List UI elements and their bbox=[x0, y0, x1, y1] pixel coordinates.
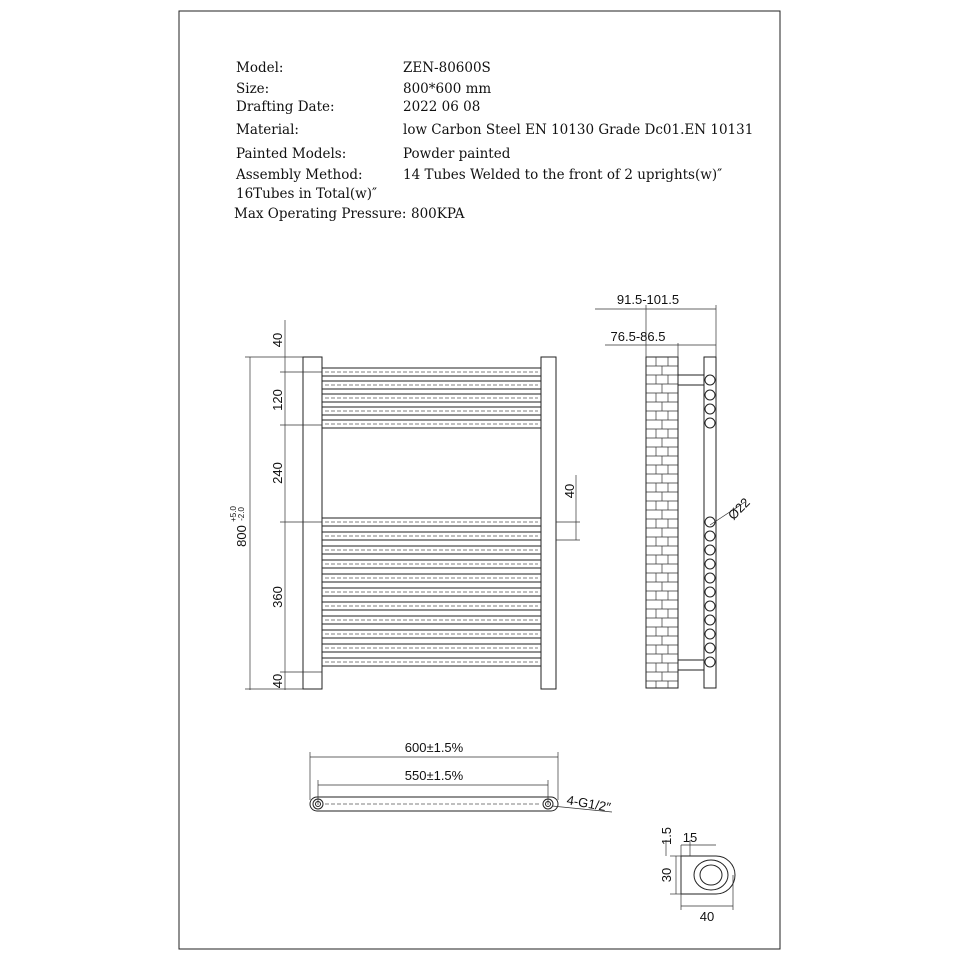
front-view bbox=[229, 320, 580, 690]
right-upright bbox=[541, 357, 556, 689]
side-tube-5 bbox=[705, 517, 715, 527]
side-tube-11 bbox=[705, 601, 715, 611]
spec-value: low Carbon Steel EN 10130 Grade Dc01.EN 10131 bbox=[403, 122, 754, 138]
dim-top-gap: 40 bbox=[270, 332, 285, 348]
side-tube-1 bbox=[705, 375, 715, 385]
dim-tol-plus: +5.0 bbox=[229, 506, 238, 522]
side-tube-2 bbox=[705, 390, 715, 400]
spec-label: Model: bbox=[236, 60, 284, 76]
spec-label: Max Operating Pressure: bbox=[234, 206, 407, 222]
side-tube-circles bbox=[705, 375, 715, 667]
spec-value: 800KPA bbox=[411, 206, 465, 222]
specification-block bbox=[234, 60, 753, 222]
dim-tube-diameter: Ø22 bbox=[724, 494, 753, 523]
dim-overall-width: 600±1.5% bbox=[404, 740, 464, 755]
dim-overall-height: 800 bbox=[234, 525, 249, 547]
left-upright bbox=[303, 357, 322, 689]
side-tube-14 bbox=[705, 643, 715, 653]
spec-value: ZEN-80600S bbox=[403, 60, 491, 76]
dim-upper-group: 120 bbox=[270, 389, 285, 411]
spec-label: Drafting Date: bbox=[236, 99, 335, 115]
dim-side-offset: 40 bbox=[562, 483, 577, 499]
spec-value: 800*600 mm bbox=[403, 81, 492, 97]
dim-lower-group: 360 bbox=[270, 586, 285, 608]
dim-inner-depth: 76.5-86.5 bbox=[610, 329, 666, 344]
side-tube-7 bbox=[705, 545, 715, 555]
side-tube-8 bbox=[705, 559, 715, 569]
dim-bottom-gap: 40 bbox=[270, 673, 285, 689]
spec-label: Size: bbox=[236, 81, 270, 97]
spec-label: Assembly Method: bbox=[236, 167, 363, 183]
dim-wall: 1.5 bbox=[659, 826, 674, 846]
bottom-view bbox=[310, 740, 612, 815]
side-tube-3 bbox=[705, 404, 715, 414]
dim-connections: 4-G1/2″ bbox=[565, 792, 612, 815]
side-view bbox=[595, 292, 753, 688]
spec-value: 2022 06 08 bbox=[403, 99, 481, 115]
dim-inner: 15 bbox=[682, 830, 698, 845]
dim-outer-depth: 91.5-101.5 bbox=[616, 292, 680, 307]
spec-value: Powder painted bbox=[403, 146, 511, 162]
dim-section-height: 30 bbox=[659, 867, 674, 883]
dim-centers-width: 550±1.5% bbox=[404, 768, 464, 783]
spec-label: Painted Models: bbox=[236, 146, 347, 162]
bracket-bottom bbox=[678, 660, 704, 670]
spec-value: 14 Tubes Welded to the front of 2 uprights(w)″ bbox=[403, 167, 723, 183]
spec-label: 16Tubes in Total(w)″ bbox=[236, 186, 378, 202]
side-tube-9 bbox=[705, 573, 715, 583]
dim-tol-minus: -2.0 bbox=[237, 507, 246, 521]
side-tube-4 bbox=[705, 418, 715, 428]
dim-section-width: 40 bbox=[699, 909, 715, 924]
side-tube-15 bbox=[705, 657, 715, 667]
brick-pattern bbox=[646, 357, 678, 688]
side-tube-6 bbox=[705, 531, 715, 541]
upright-section bbox=[659, 827, 735, 924]
section-outer bbox=[681, 856, 735, 894]
side-tube-10 bbox=[705, 587, 715, 597]
bracket-top bbox=[678, 375, 704, 385]
spec-label: Material: bbox=[236, 122, 299, 138]
section-inner bbox=[700, 865, 722, 885]
dim-middle-gap: 240 bbox=[270, 462, 285, 484]
side-tube-13 bbox=[705, 629, 715, 639]
side-tube-12 bbox=[705, 615, 715, 625]
tube-rows bbox=[322, 368, 541, 666]
